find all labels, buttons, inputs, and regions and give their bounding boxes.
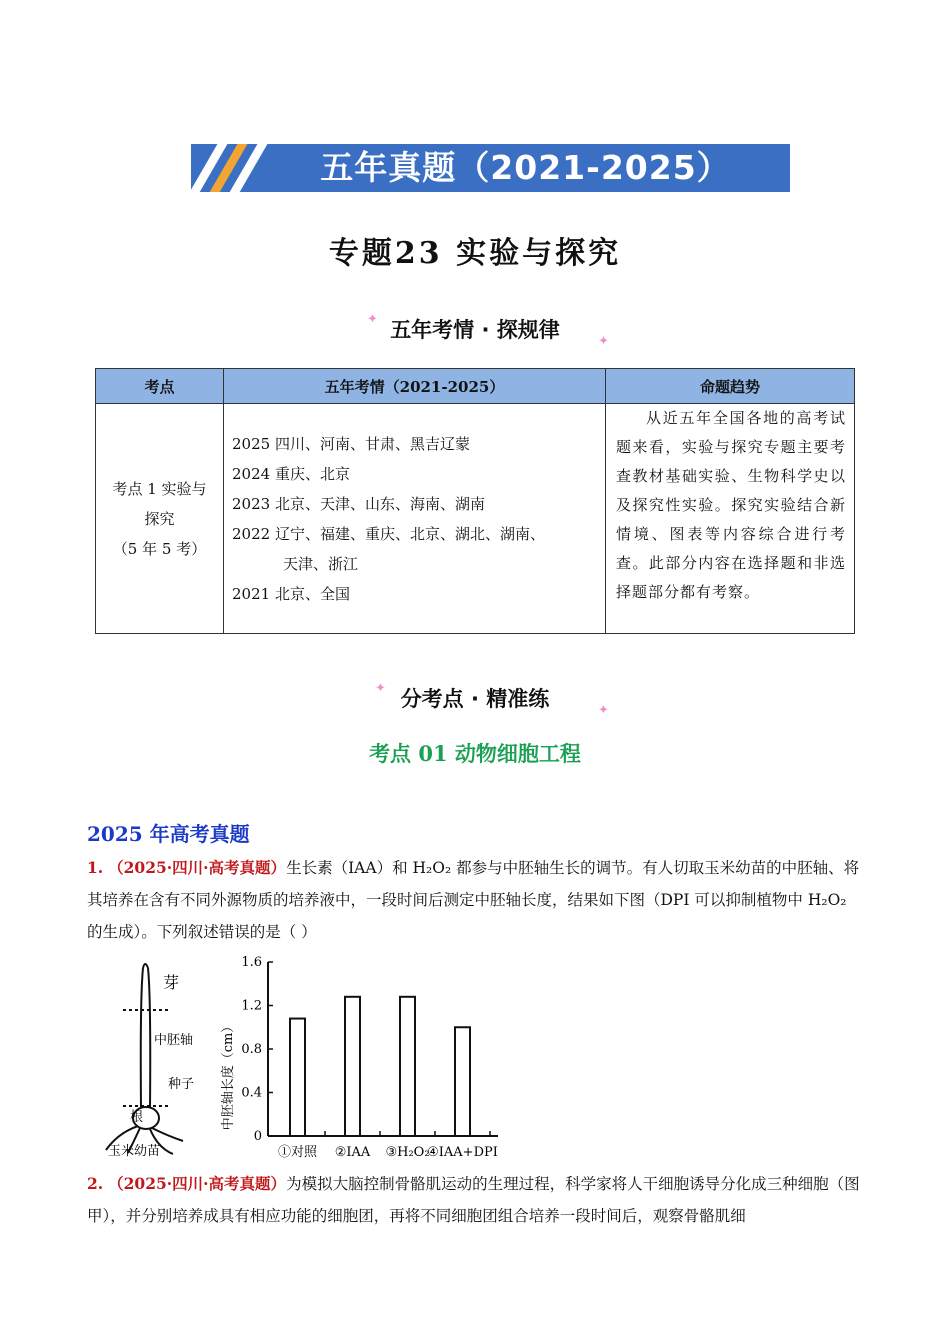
topic-line: 考点 1 实验与 xyxy=(112,479,207,498)
sparkle-icon: ✦ xyxy=(367,312,378,327)
label-seed: 种子 xyxy=(168,1077,195,1092)
question-source: （2025·四川·高考真题） xyxy=(108,1174,287,1193)
y-tick-label: 0 xyxy=(253,1129,262,1144)
exam-trends-table xyxy=(95,368,855,634)
sparkle-icon: ✦ xyxy=(598,334,609,349)
chart-ylabel: 中胚轴长度（cm） xyxy=(221,1019,236,1131)
bar-chart xyxy=(218,952,508,1167)
x-tick-label: ②IAA xyxy=(334,1145,371,1160)
y-tick-label: 0.8 xyxy=(241,1042,262,1057)
bar xyxy=(345,997,360,1136)
section-heading-practice xyxy=(0,681,950,718)
document-title: 专题23 实验与探究 xyxy=(328,236,622,271)
question-text: 为模拟大脑控制骨骼肌运动的生理过程，科学家将人干细胞诱导分化成三种细胞（图甲），并分别培养成具有相应功能的细胞团，再将不同细胞团组合培养一段时间后，观察骨骼肌细 xyxy=(87,1175,860,1225)
bar xyxy=(290,1019,305,1136)
years-cell xyxy=(224,404,606,634)
year-line: 2021 北京、全国 xyxy=(232,584,350,603)
year-line: 2025 四川、河南、甘肃、黑吉辽蒙 xyxy=(232,434,470,453)
trend-cell: 从近五年全国各地的高考试题来看，实验与探究专题主要考查教材基础实验、生物科学史以及探究性实验。探究实验结合新情境、图表等内容综合进行考查。此部分内容在选择题和非选择题部分都有考察。 xyxy=(606,404,855,634)
sparkle-icon: ✦ xyxy=(598,703,609,718)
topic-line: （5 年 5 考） xyxy=(112,539,207,558)
year-heading: 2025 年高考真题 xyxy=(87,822,250,846)
mesocotyl-stem xyxy=(148,968,150,1108)
topic-line: 探究 xyxy=(144,509,175,528)
section-heading-label: 分考点 · 精准练 xyxy=(387,681,564,715)
year-line: 2024 重庆、北京 xyxy=(232,464,350,483)
section-heading-trends xyxy=(0,312,950,349)
chart-bars xyxy=(290,997,490,1136)
question-text: 生长素（IAA）和 H₂O₂ 都参与中胚轴生长的调节。有人切取玉米幼苗的中胚轴、将其培养在含有不同外源物质的培养液中，一段时间后测定中胚轴长度，结果如下图（DPI 可以抑制植物中 H₂O₂ 的生成）。下列叙述错误的是（ ） xyxy=(87,859,860,941)
bar xyxy=(455,1027,470,1136)
bar xyxy=(400,997,415,1136)
table-header-row xyxy=(96,369,855,404)
label-root: 根 xyxy=(130,1110,144,1125)
banner-title: 五年真题（2021-2025） xyxy=(320,148,731,187)
y-tick-label: 0.4 xyxy=(241,1085,262,1101)
x-tick-label: ④IAA+DPI xyxy=(427,1145,498,1160)
sparkle-icon: ✦ xyxy=(375,681,386,696)
header-years: 五年考情（2021-2025） xyxy=(224,369,606,404)
header-trend: 命题趋势 xyxy=(606,369,855,404)
header-topic: 考点 xyxy=(96,369,224,404)
year-line: 天津、浙江 xyxy=(283,554,359,573)
seedling-caption: 玉米幼苗 xyxy=(108,1144,161,1159)
question-number: 2. xyxy=(87,1174,104,1193)
question-1 xyxy=(87,852,862,948)
section-heading-label: 五年考情 · 探规律 xyxy=(376,312,574,346)
banner xyxy=(191,144,790,192)
kaodian-title: 考点 01 动物细胞工程 xyxy=(369,741,581,766)
year-line: 2023 北京、天津、山东、海南、湖南 xyxy=(232,494,485,513)
question-source: （2025·四川·高考真题） xyxy=(108,858,287,877)
x-tick-label: ③H₂O₂ xyxy=(385,1145,430,1160)
question-2 xyxy=(87,1168,862,1232)
chart-xlabels xyxy=(278,1144,498,1160)
label-mesocotyl: 中胚轴 xyxy=(154,1033,194,1048)
topic-cell xyxy=(96,404,224,634)
x-tick-label: ①对照 xyxy=(277,1145,318,1160)
mesocotyl-stem xyxy=(141,968,143,1108)
y-tick-label: 1.2 xyxy=(241,998,262,1014)
label-bud: 芽 xyxy=(163,973,180,992)
table-row xyxy=(96,404,855,634)
seedling-diagram xyxy=(88,958,218,1163)
year-line: 2022 辽宁、福建、重庆、北京、湖北、湖南、 xyxy=(232,524,545,543)
y-tick-label: 1.6 xyxy=(241,955,262,970)
question-number: 1. xyxy=(87,858,104,877)
